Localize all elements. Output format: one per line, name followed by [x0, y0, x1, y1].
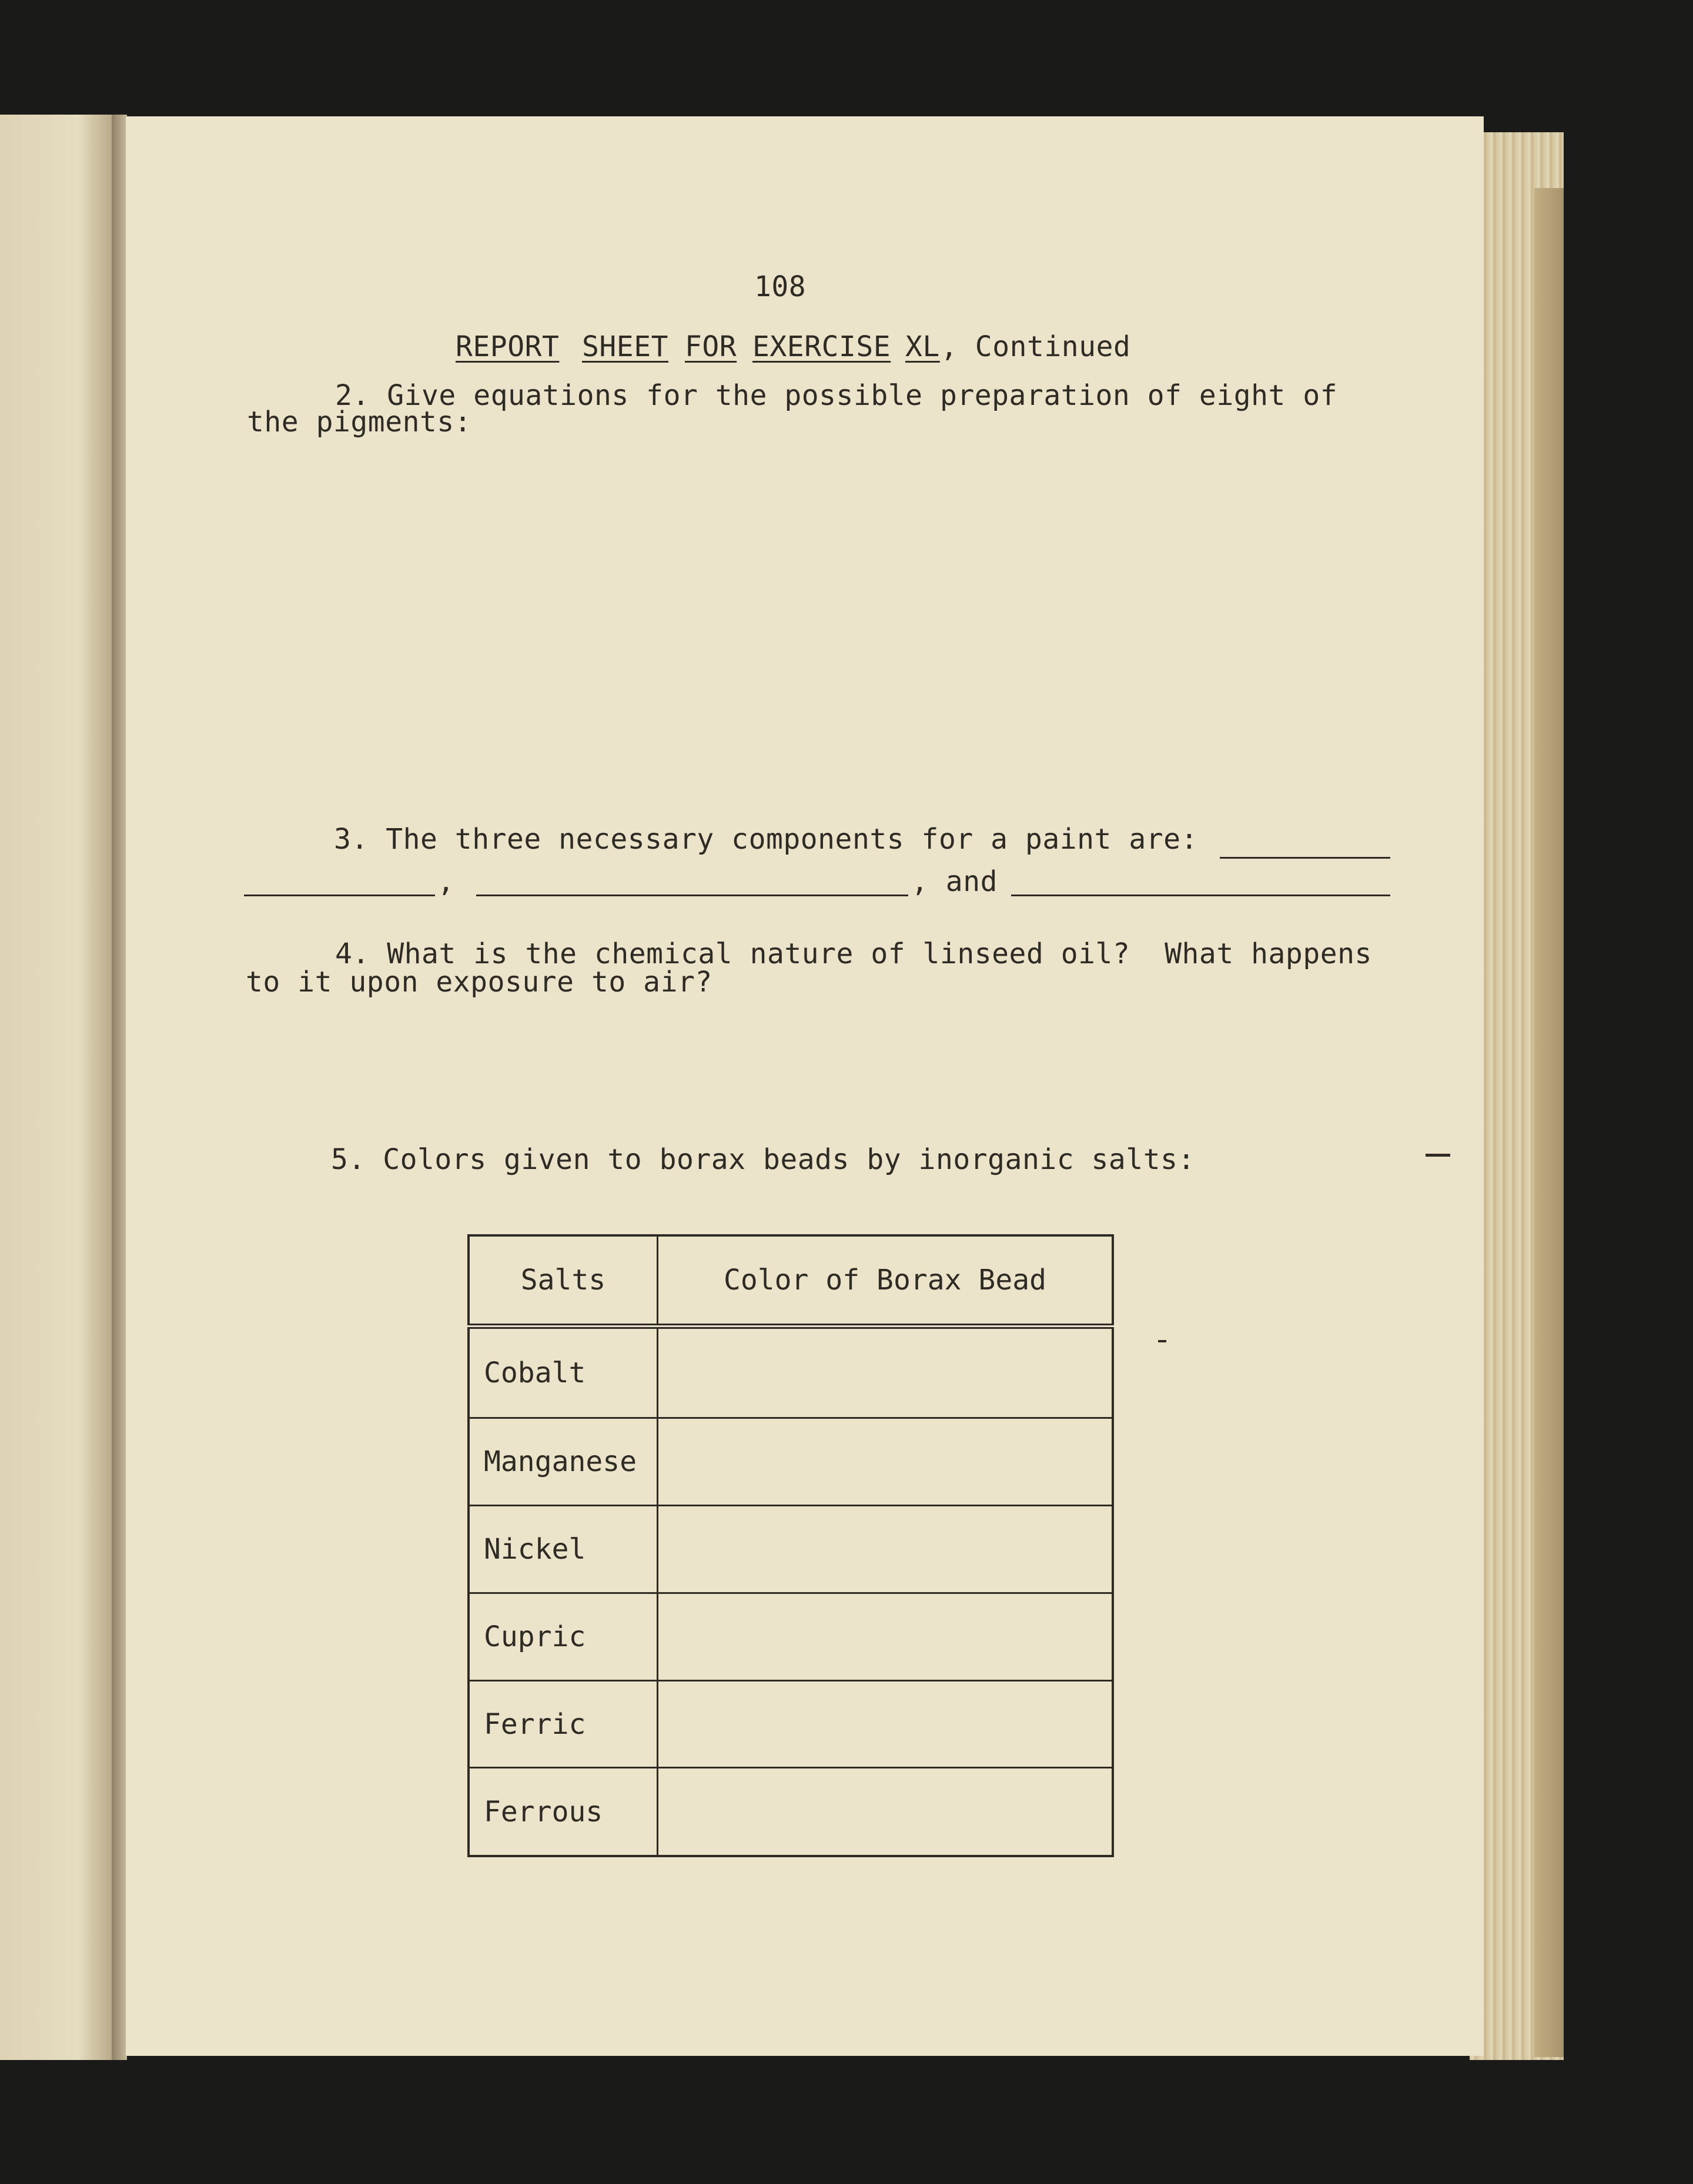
heading-word-report: REPORT: [456, 330, 560, 363]
table-header-row: [469, 1235, 1113, 1327]
table-row: [469, 1327, 1113, 1418]
page-edges-shadow: [1534, 188, 1564, 2057]
color-cell[interactable]: [658, 1506, 1113, 1593]
header-color: Color of Borax Bead: [658, 1235, 1113, 1327]
answer-blank-1: [1220, 857, 1390, 859]
answer-blank-4: [1011, 895, 1390, 896]
table-row: [469, 1418, 1113, 1506]
heading-word-for: FOR: [685, 330, 737, 363]
question-5-line-1: 5. Colors given to borax beads by inorganic salts:: [331, 1143, 1195, 1176]
page-number: 108: [754, 270, 807, 303]
heading-word-sheet: SHEET: [582, 330, 668, 363]
color-cell[interactable]: [658, 1593, 1113, 1680]
table-row: [469, 1593, 1113, 1680]
table-row: [469, 1680, 1113, 1768]
heading-continued: , Continued: [941, 330, 1131, 363]
question-4-line-2: to it upon exposure to air?: [246, 966, 712, 999]
question-3-and: , and: [911, 865, 998, 898]
heading-word-exercise: EXERCISE: [752, 330, 891, 363]
color-cell[interactable]: [658, 1680, 1113, 1768]
left-page: [0, 115, 112, 2060]
table-row: [469, 1506, 1113, 1593]
color-cell[interactable]: [658, 1768, 1113, 1856]
answer-blank-2: [244, 895, 435, 896]
question-2-line-1: 2. Give equations for the possible preparation of eight of: [335, 379, 1338, 412]
salt-cell: Ferric: [469, 1680, 658, 1768]
question-2-line-2: the pigments:: [247, 406, 472, 438]
question-3-comma-1: ,: [437, 865, 455, 898]
salt-cell: Nickel: [469, 1506, 658, 1593]
book-gutter: [112, 115, 127, 2060]
table-row: [469, 1768, 1113, 1856]
salt-cell: Ferrous: [469, 1768, 658, 1856]
salt-cell: Cobalt: [469, 1327, 658, 1418]
color-cell[interactable]: [658, 1327, 1113, 1418]
salt-cell: Manganese: [469, 1418, 658, 1506]
stray-mark: [1426, 1154, 1450, 1157]
question-3-line-1: 3. The three necessary components for a paint are:: [334, 823, 1198, 856]
borax-bead-table: [467, 1234, 1114, 1857]
salt-cell: Cupric: [469, 1593, 658, 1680]
question-4-line-1: 4. What is the chemical nature of linseed oil? What happens: [335, 937, 1372, 970]
heading-word-xl: XL: [905, 330, 940, 363]
header-salts: Salts: [469, 1235, 658, 1327]
color-cell[interactable]: [658, 1418, 1113, 1506]
answer-blank-3: [476, 895, 908, 896]
stray-mark: [1158, 1340, 1166, 1342]
